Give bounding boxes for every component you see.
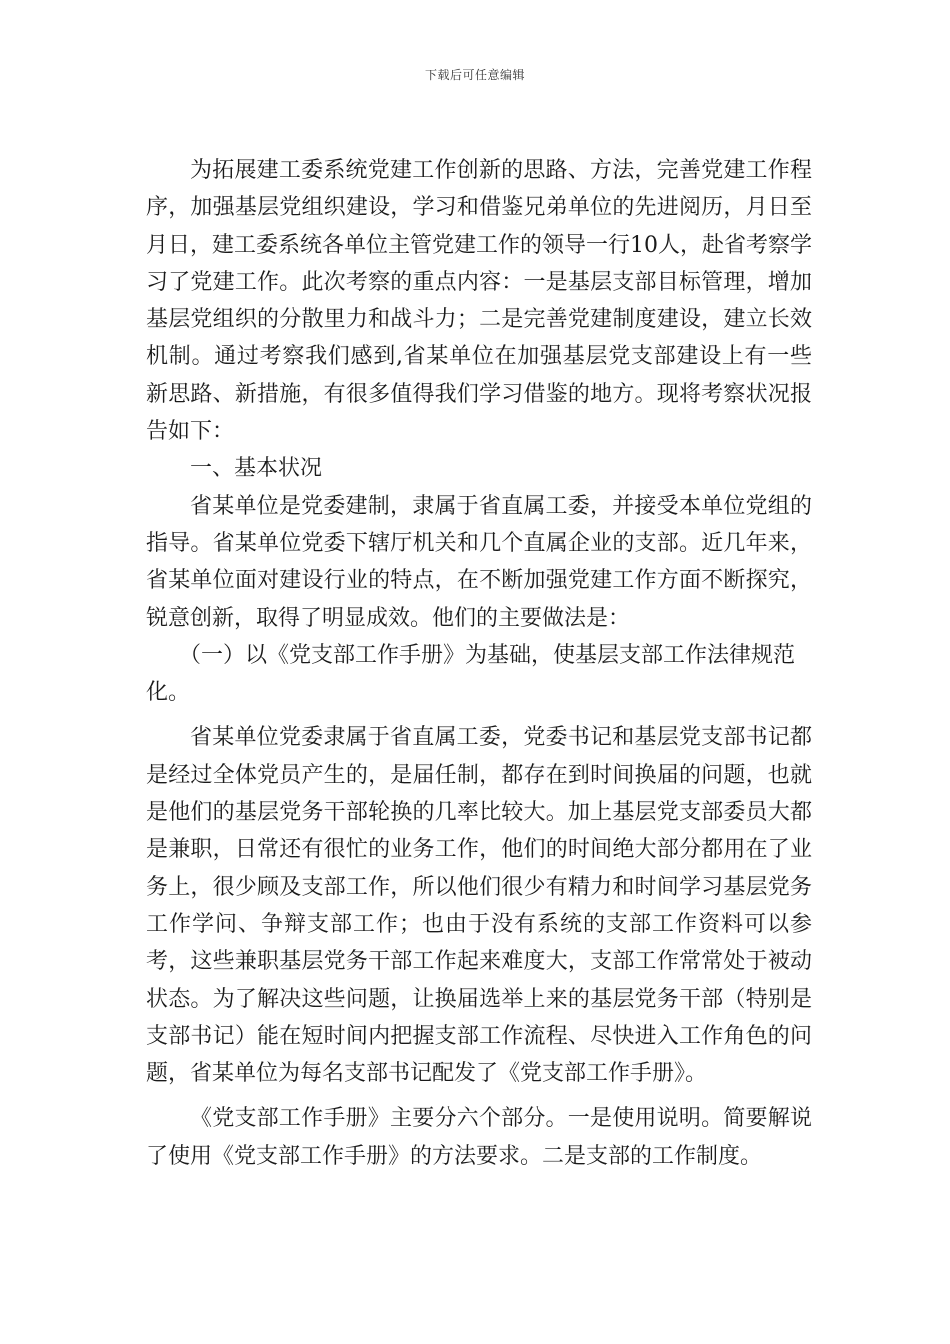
manual-description-paragraph: 《党支部工作手册》主要分六个部分。一是使用说明。简要解说了使用《党支部工作手册》的方法要求。二是支部的工作制度。 <box>146 1106 812 1169</box>
subsection-heading-manual-basis: （一）以《党支部工作手册》为基础，使基层支部工作法律规范化。 <box>146 642 796 706</box>
paragraph-spacer <box>146 1092 812 1100</box>
section1-paragraph: 省某单位是党委建制，隶属于省直属工委，并接受本单位党组的指导。省某单位党委下辖厅机关和几个直属企业的支部。近几年来，省某单位面对建设行业的特点，在不断加强党建工作方面不断探究，锐意创新，取得了明显成效。他们的主要做法是： <box>146 493 812 631</box>
subsection1-paragraph: 省某单位党委隶属于省直属工委，党委书记和基层党支部书记都是经过全体党员产生的，是届任制，都存在到时间换届的问题，也就是他们的基层党务干部轮换的几率比较大。加上基层党支部委员大都是兼职，日常还有很忙的业务工作，他们的时间绝大部分都用在了业务上，很少顾及支部工作，所以他们很少有精力和时间学习基层党务工作学问、争辩支部工作；也由于没有系统的支部工作资料可以参考，这些兼职基层党务干部工作起来难度大，支部工作常常处于被动状态。为了解决这些问题，让换届选举上来的基层党务干部（特别是支部书记）能在短时间内把握支部工作流程、尽快进入工作角色的问题，省某单位为每名支部书记配发了《党支部工作手册》。 <box>146 725 812 1087</box>
section-heading-basic-situation: 一、基本状况 <box>190 456 323 482</box>
page-header-note: 下载后可任意编辑 <box>424 68 525 82</box>
intro-paragraph: 为拓展建工委系统党建工作创新的思路、方法，完善党建工作程序，加强基层党组织建设，学习和借鉴兄弟单位的先进阅历，月日至月日，建工委系统各单位主管党建工作的领导一行10人，赴省考察学习了党建工作。此次考察的重点内容：一是基层支部目标管理，增加基层党组织的分散里力和战斗力；二是完善党建制度建设，建立长效机制。通过考察我们感到,省某单位在加强基层党支部建设上有一些新思路、新措施，有很多值得我们学习借鉴的地方。现将考察状况报告如下： <box>146 158 812 445</box>
document-body <box>146 152 812 1175</box>
paragraph-spacer <box>146 711 812 719</box>
